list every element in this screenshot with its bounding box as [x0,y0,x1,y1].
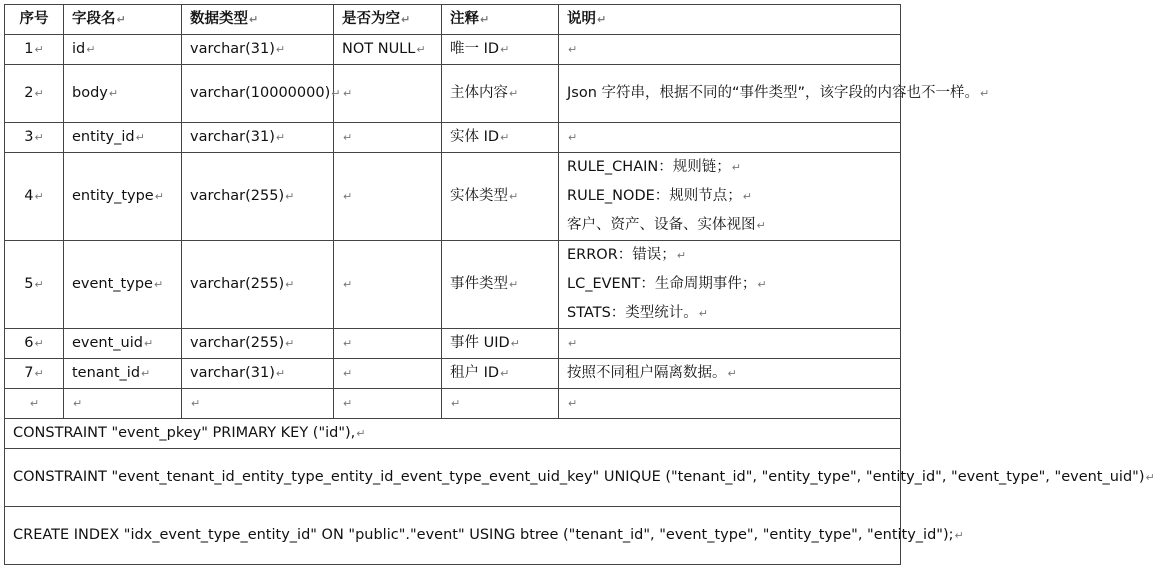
seq-cell-text: 6 [24,335,34,351]
header-field-name: 字段名↵ [64,5,182,35]
data-type-cell-text: varchar(255) [190,335,285,351]
table-row [5,359,901,389]
paragraph-mark: ↵ [509,278,519,291]
nullable-cell [334,389,442,419]
paragraph-mark: ↵ [285,278,295,291]
description-text: Json 字符串，根据不同的“事件类型”，该字段的内容也不一样。 [567,85,980,101]
comment-cell [442,153,559,241]
paragraph-mark: ↵ [568,43,578,56]
description-text: LC_EVENT：生命周期事件； [567,276,757,292]
paragraph-mark: ↵ [509,190,519,203]
comment-cell [442,241,559,329]
description-cell [559,329,901,359]
description-line [567,153,892,182]
nullable-cell [334,123,442,153]
field-name-cell-text: body [72,85,108,101]
paragraph-mark: ↵ [275,43,286,56]
paragraph-mark: ↵ [343,87,353,100]
sql-statement-cell [5,419,901,449]
description-line [567,182,892,211]
sql-statement-text: CONSTRAINT "event_pkey" PRIMARY KEY ("id"), [13,425,356,441]
seq-cell-text: 1 [24,41,34,57]
paragraph-mark: ↵ [500,43,510,56]
description-text: RULE_CHAIN：规则链； [567,159,731,175]
paragraph-mark: ↵ [141,367,151,380]
paragraph-mark: ↵ [731,161,741,174]
description-text: 按照不同租户隔离数据。 [567,365,727,381]
schema-table [4,4,1155,565]
paragraph-mark: ↵ [756,219,766,232]
nullable-cell [334,329,442,359]
seq-cell-text: 2 [24,85,34,101]
description-line [567,270,892,299]
description-text: ERROR：错误； [567,247,676,263]
description-line [567,123,892,152]
schema-table-body [5,5,1155,565]
nullable-cell [334,241,442,329]
seq-cell-text: 4 [24,188,34,204]
field-name-cell [64,153,182,241]
field-name-cell [64,123,182,153]
field-name-cell-text: tenant_id [72,365,141,381]
nullable-cell [334,359,442,389]
paragraph-mark: ↵ [500,367,510,380]
nullable-cell-text: NOT NULL [342,41,416,57]
data-type-cell [182,359,334,389]
comment-cell [442,123,559,153]
sql-statement-cell [5,507,964,565]
paragraph-mark: ↵ [343,337,353,350]
paragraph-mark: ↵ [154,190,164,203]
data-type-cell [182,389,334,419]
description-cell [559,123,901,153]
paragraph-mark: ↵ [34,367,44,380]
header-data-type: 数据类型↵ [182,5,334,35]
paragraph-mark: ↵ [343,278,353,291]
field-name-cell [64,241,182,329]
comment-cell-text: 事件 UID [450,335,510,351]
paragraph-mark: ↵ [676,249,687,262]
data-type-cell-text: varchar(255) [190,276,285,292]
data-type-cell-text: varchar(31) [190,41,275,57]
data-type-cell [182,35,334,65]
paragraph-mark: ↵ [416,43,426,56]
seq-cell-text: 7 [24,365,34,381]
paragraph-mark: ↵ [500,131,510,144]
field-name-cell [64,389,182,419]
data-type-cell [182,123,334,153]
nullable-cell [334,35,442,65]
paragraph-mark: ↵ [698,307,709,320]
paragraph-mark: ↵ [191,397,201,410]
field-name-cell [64,65,182,123]
paragraph-mark: ↵ [153,278,164,291]
comment-cell-text: 主体内容 [450,85,508,101]
description-text: RULE_NODE：规则节点； [567,188,742,204]
description-cell [559,241,901,329]
paragraph-mark: ↵ [954,529,964,542]
sql-statement-text: CREATE INDEX "idx_event_type_entity_id" ON "public"."event" USING btree ("tenant_id", "event_type", "entity_type", "entity_id"); [13,527,954,543]
field-name-cell-text: entity_id [72,129,135,145]
seq-cell [5,241,64,329]
table-row [5,35,901,65]
paragraph-mark: ↵ [275,131,286,144]
description-cell [559,35,901,65]
sql-statement-cell [5,449,1155,507]
description-cell [559,65,990,123]
description-line [567,241,892,270]
paragraph-mark: ↵ [73,397,83,410]
data-type-cell [182,153,334,241]
paragraph-mark: ↵ [757,278,767,291]
paragraph-mark: ↵ [1145,471,1155,484]
comment-cell-text: 租户 ID [450,365,500,381]
field-name-cell [64,35,182,65]
table-row [5,65,901,123]
paragraph-mark: ↵ [568,397,578,410]
field-name-cell [64,359,182,389]
description-text: 客户、资产、设备、实体视图 [567,217,756,233]
paragraph-mark: ↵ [510,337,520,350]
nullable-cell [334,153,442,241]
paragraph-mark: ↵ [568,337,578,350]
paragraph-mark: ↵ [34,87,44,100]
seq-cell [5,359,64,389]
seq-cell [5,389,64,419]
paragraph-mark: ↵ [727,367,737,380]
header-nullable: 是否为空↵ [334,5,442,35]
paragraph-mark: ↵ [34,278,44,291]
sql-row [5,419,901,449]
comment-cell-text: 唯一 ID [450,41,500,57]
paragraph-mark: ↵ [34,337,44,350]
header-seq: 序号 [5,5,64,35]
seq-cell [5,153,64,241]
description-cell [559,153,901,241]
paragraph-mark: ↵ [451,397,461,410]
paragraph-mark: ↵ [742,190,752,203]
table-row [5,389,901,419]
paragraph-mark: ↵ [285,337,295,350]
paragraph-mark: ↵ [343,131,353,144]
data-type-cell [182,329,334,359]
paragraph-mark: ↵ [34,131,44,144]
field-name-cell-text: event_uid [72,335,143,351]
paragraph-mark: ↵ [143,337,154,350]
header-description: 说明↵ [559,5,901,35]
field-name-cell-text: event_type [72,276,153,292]
paragraph-mark: ↵ [509,87,519,100]
data-type-cell [182,241,334,329]
paragraph-mark: ↵ [29,397,40,410]
comment-cell [442,35,559,65]
data-type-cell-text: varchar(10000000) [190,85,331,101]
paragraph-mark: ↵ [331,87,341,100]
sql-statement-text: CONSTRAINT "event_tenant_id_entity_type_entity_id_event_type_event_uid_key" UNIQUE ("tenant_id", "entity_type", "entity_id", "event_type", "event_uid") [13,469,1145,485]
paragraph-mark: ↵ [135,131,145,144]
field-name-cell-text: entity_type [72,188,154,204]
paragraph-mark: ↵ [108,87,119,100]
paragraph-mark: ↵ [285,190,295,203]
paragraph-mark: ↵ [86,43,96,56]
description-line [567,35,892,64]
paragraph-mark: ↵ [34,190,44,203]
data-type-cell [182,65,341,123]
paragraph-mark: ↵ [343,367,353,380]
header-row [5,5,901,35]
description-line [567,389,892,418]
description-text: STATS：类型统计。 [567,305,698,321]
description-cell [559,359,901,389]
seq-cell [5,123,64,153]
comment-cell [442,359,559,389]
description-line [567,299,892,328]
seq-cell [5,65,64,123]
nullable-cell [334,65,442,123]
comment-cell [442,389,559,419]
description-line [567,359,892,388]
seq-cell-text: 5 [24,276,34,292]
comment-cell-text: 实体 ID [450,129,500,145]
table-row [5,329,901,359]
paragraph-mark: ↵ [356,427,366,440]
seq-cell [5,35,64,65]
table-row [5,241,901,329]
table-row [5,153,901,241]
description-line [567,211,892,240]
description-cell [559,389,901,419]
seq-cell [5,329,64,359]
table-row [5,123,901,153]
header-comment: 注释↵ [442,5,559,35]
paragraph-mark: ↵ [275,367,286,380]
data-type-cell-text: varchar(255) [190,188,285,204]
data-type-cell-text: varchar(31) [190,129,275,145]
field-name-cell-text: id [72,41,86,57]
paragraph-mark: ↵ [980,87,990,100]
comment-cell [442,65,559,123]
data-type-cell-text: varchar(31) [190,365,275,381]
paragraph-mark: ↵ [34,43,44,56]
comment-cell [442,329,559,359]
comment-cell-text: 实体类型 [450,188,508,204]
description-line [567,329,892,358]
description-line [567,79,990,108]
field-name-cell [64,329,182,359]
comment-cell-text: 事件类型 [450,276,508,292]
paragraph-mark: ↵ [568,131,578,144]
paragraph-mark: ↵ [343,397,353,410]
sql-row [5,507,901,565]
sql-row [5,449,901,507]
seq-cell-text: 3 [24,129,34,145]
paragraph-mark: ↵ [343,190,353,203]
